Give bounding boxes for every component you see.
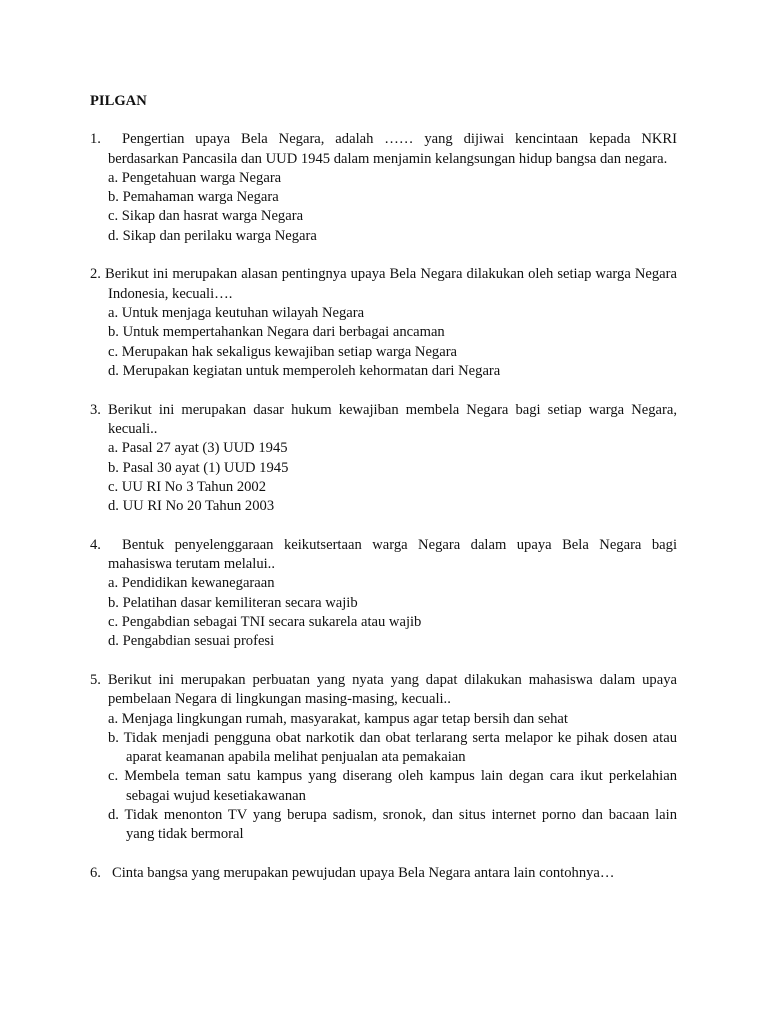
question-body: Pengertian upaya Bela Negara, adalah …… yang dijiwai kencintaan kepada NKRI berdasarkan Pancasila dan UUD 1945 dalam menjamin kelangsungan hidup bangsa dan negara. — [108, 131, 677, 167]
option-c: c. Merupakan hak sekaligus kewajiban setiap warga Negara — [108, 343, 458, 360]
option-b: b. Pasal 30 ayat (1) UUD 1945 — [108, 459, 289, 476]
option-b: b. Untuk mempertahankan Negara dari berbagai ancaman — [108, 324, 445, 341]
question-text — [90, 401, 677, 440]
answer-options — [90, 169, 677, 246]
question-5 — [90, 671, 677, 845]
answer-options — [90, 304, 677, 381]
option-d: d. Tidak menonton TV yang berupa sadism, sronok, dan situs internet porno dan bacaan lain yang tidak bermoral — [108, 807, 677, 843]
option-c: c. Membela teman satu kampus yang diserang oleh kampus lain degan cara ikut perkelahian sebagai wujud kesetiakawanan — [108, 768, 677, 804]
option-a: a. Pasal 27 ayat (3) UUD 1945 — [108, 440, 288, 457]
question-body: Berikut ini merupakan alasan pentingnya upaya Bela Negara dilakukan oleh setiap warga Negara Indonesia, kecuali…. — [105, 266, 677, 302]
question-text — [90, 864, 677, 883]
option-a: a. Pengetahuan warga Negara — [108, 169, 282, 186]
question-number: 3. — [90, 401, 101, 418]
question-3 — [90, 401, 677, 517]
question-1 — [90, 130, 677, 246]
option-d: d. Merupakan kegiatan untuk memperoleh kehormatan dari Negara — [108, 362, 501, 379]
option-d: d. Sikap dan perilaku warga Negara — [108, 227, 317, 244]
answer-options — [90, 574, 677, 651]
question-number: 4. — [90, 536, 101, 553]
option-c: c. Sikap dan hasrat warga Negara — [108, 208, 304, 225]
option-a: a. Menjaga lingkungan rumah, masyarakat, kampus agar tetap bersih dan sehat — [108, 710, 568, 727]
question-text — [90, 671, 677, 710]
option-b: b. Pemahaman warga Negara — [108, 189, 279, 206]
question-body: Cinta bangsa yang merupakan pewujudan upaya Bela Negara antara lain contohnya… — [112, 865, 615, 882]
question-6 — [90, 864, 677, 883]
question-number: 6. — [90, 865, 101, 882]
option-a: a. Untuk menjaga keutuhan wilayah Negara — [108, 305, 365, 322]
document-page — [90, 92, 677, 903]
option-b: b. Tidak menjadi pengguna obat narkotik dan obat terlarang serta melapor ke pihak dosen atau aparat keamanan apabila melihat penjualan ata pemakaian — [108, 729, 677, 766]
question-number: 1. — [90, 131, 101, 148]
option-c: c. Pengabdian sebagai TNI secara sukarela atau wajib — [108, 614, 422, 630]
question-number: 2. — [90, 266, 101, 283]
option-b: b. Pelatihan dasar kemiliteran secara wajib — [108, 594, 358, 611]
question-body: Berikut ini merupakan dasar hukum kewajiban membela Negara bagi setiap warga Negara, kecuali.. — [108, 401, 678, 437]
option-a: a. Pendidikan kewanegaraan — [108, 575, 275, 592]
question-body: Berikut ini merupakan perbuatan yang nyata yang dapat dilakukan mahasiswa dalam upaya pembelaan Negara di lingkungan masing-masing, kecuali.. — [107, 671, 677, 708]
question-text — [90, 536, 677, 575]
answer-options — [90, 439, 677, 516]
page-title: PILGAN — [90, 93, 147, 109]
option-d: d. Pengabdian sesuai profesi — [108, 633, 275, 650]
question-4 — [90, 536, 677, 652]
option-c: c. UU RI No 3 Tahun 2002 — [108, 478, 267, 495]
answer-options — [90, 710, 677, 845]
question-body: Bentuk penyelenggaraan keikutsertaan warga Negara dalam upaya Bela Negara bagi mahasiswa terutam melalui.. — [108, 536, 677, 573]
question-text — [90, 130, 677, 169]
question-2 — [90, 265, 677, 381]
question-number: 5. — [90, 671, 101, 688]
option-d: d. UU RI No 20 Tahun 2003 — [108, 498, 275, 515]
question-text — [90, 265, 677, 304]
